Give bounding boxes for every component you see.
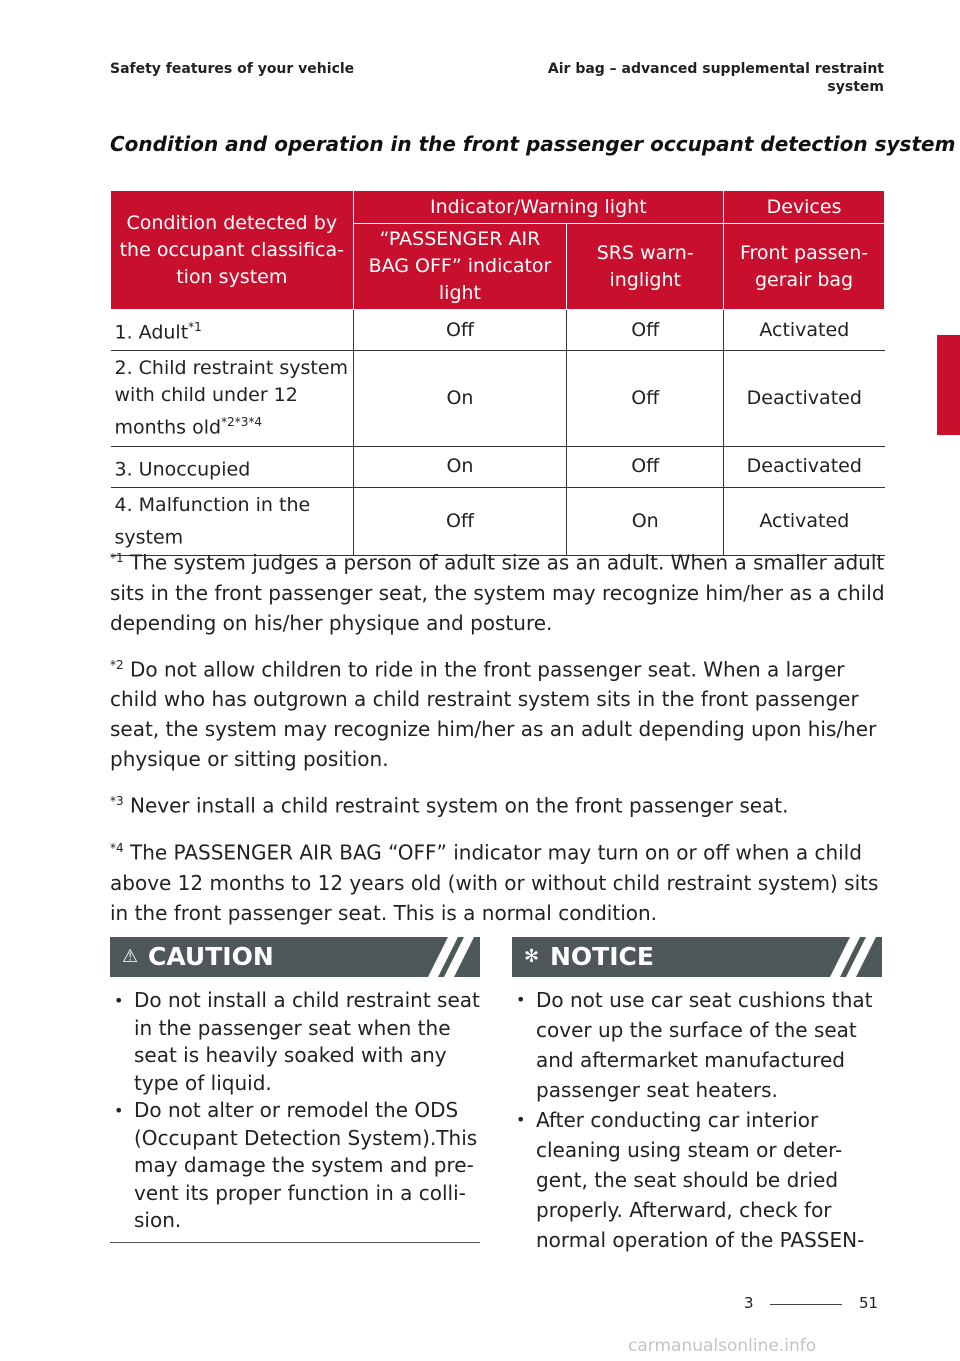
footnotes xyxy=(110,543,885,940)
stripes-icon xyxy=(814,937,876,977)
table-row xyxy=(111,446,885,487)
row-airbag: Activated xyxy=(724,487,885,555)
row-condition: 1. Adult$^{*1}$ xyxy=(111,310,354,351)
row-indicator: Off xyxy=(353,310,567,351)
list-item: • Do not use car seat cushions that cover up the surface of the seat and aftermarket manufactured passenger seat heaters. xyxy=(512,985,882,1105)
row-indicator: Off xyxy=(353,487,567,555)
caution-divider xyxy=(110,1242,480,1243)
header-condition: Condition detected by the occupant classifica-tion system xyxy=(111,191,354,310)
running-header-right-line1: Air bag – advanced supplemental restraint xyxy=(547,61,884,77)
row-indicator: On xyxy=(353,446,567,487)
running-header-right-line2: system xyxy=(827,79,884,95)
warning-triangle-icon: ⚠ xyxy=(122,946,139,967)
row-condition: 4. Malfunction in the system xyxy=(111,487,354,555)
running-header-right xyxy=(548,60,884,96)
row-condition: 3. Unoccupied xyxy=(111,446,354,487)
row-indicator: On xyxy=(353,351,567,446)
header-srs-warning-light: SRS warn-inglight xyxy=(567,224,724,310)
header-indicator-group: Indicator/Warning light xyxy=(353,191,724,224)
row-srs: On xyxy=(567,487,724,555)
caution-title: CAUTION xyxy=(148,942,274,971)
footer-page-number: 51 xyxy=(859,1294,879,1312)
row-srs: Off xyxy=(567,351,724,446)
running-header-left: Safety features of your vehicle xyxy=(110,61,355,77)
list-item: • Do not install a child restraint seat in the passenger seat when the seat is heavily soaked with any type of liquid. xyxy=(110,987,480,1097)
footnote: $^{*1}$ The system judges a person of adult size as an adult. When a smaller adult sits in the front passenger seat, the system may recognize him/her as a child depending on his/her physique and posture. xyxy=(110,550,885,635)
notice-list xyxy=(512,985,882,1255)
section-title: Condition and operation in the front passenger occupant detection system xyxy=(110,132,956,156)
caution-list xyxy=(110,987,480,1235)
footnote: $^{*2}$ Do not allow children to ride in the front passenger seat. When a larger child who has outgrown a child restraint system sits in the front passenger seat, the system may recognize him/her as an adult depending upon his/her physique or sitting position. xyxy=(110,657,877,772)
stripes-icon xyxy=(412,937,474,977)
row-srs: Off xyxy=(567,310,724,351)
row-airbag: Deactivated xyxy=(724,446,885,487)
footer-divider xyxy=(770,1304,842,1305)
footnote: $^{*3}$ Never install a child restraint system on the front passenger seat. xyxy=(110,793,789,818)
notice-header xyxy=(512,937,882,977)
header-passenger-airbag-indicator: “PASSENGER AIR BAG OFF” indicator light xyxy=(353,224,567,310)
row-airbag: Activated xyxy=(724,310,885,351)
header-front-passenger-airbag: Front passen-gerair bag xyxy=(724,224,885,310)
footnote: $^{*4}$ The PASSENGER AIR BAG “OFF” indicator may turn on or off when a child above 12 months to 12 years old (with or without child restraint system) sits in the front passenger seat. This is a normal condition. xyxy=(110,840,879,925)
chapter-side-number: 3 xyxy=(940,412,954,433)
header-devices-group: Devices xyxy=(724,191,885,224)
table-row xyxy=(111,310,885,351)
asterisk-icon: ✻ xyxy=(524,946,540,967)
footer-chapter: 3 xyxy=(744,1294,754,1312)
caution-header xyxy=(110,937,480,977)
watermark: carmanualsonline.info xyxy=(628,1336,817,1356)
row-srs: Off xyxy=(567,446,724,487)
table-row xyxy=(111,351,885,446)
list-item: • After conducting car interior cleaning using steam or deter-gent, the seat should be dried properly. Afterward, check for normal operation of the PASSEN- xyxy=(512,1105,882,1255)
list-item: • Do not alter or remodel the ODS (Occupant Detection System).This may damage the system and pre-vent its proper function in a colli-sion. xyxy=(110,1097,480,1235)
row-condition: 2. Child restraint system with child under 12 months old$^{*2*3*4}$ xyxy=(111,351,354,446)
ods-condition-table xyxy=(110,190,885,556)
notice-title: NOTICE xyxy=(550,942,654,971)
row-airbag: Deactivated xyxy=(724,351,885,446)
